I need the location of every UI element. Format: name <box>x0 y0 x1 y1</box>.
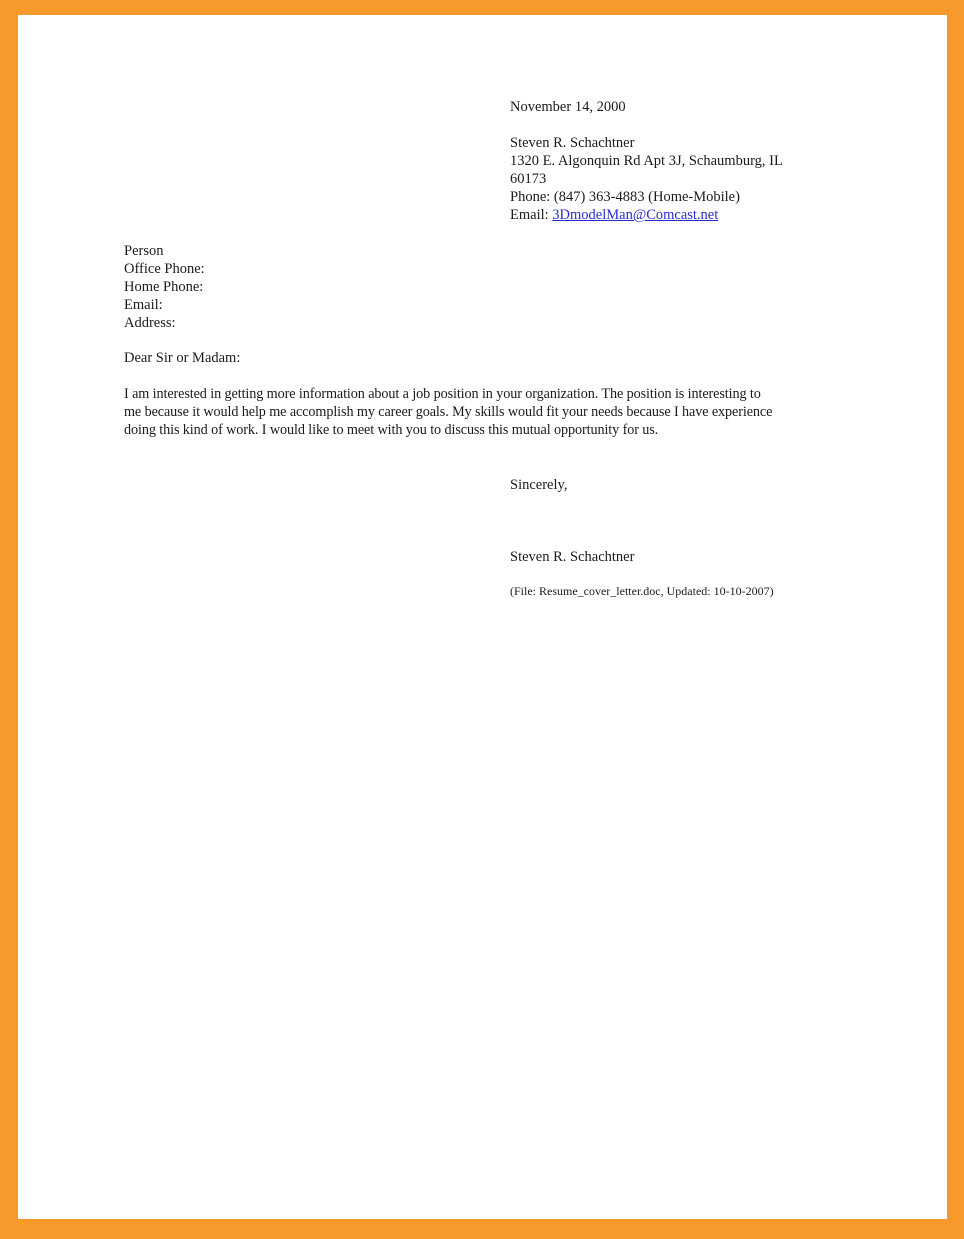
recipient-person: Person <box>124 243 164 259</box>
recipient-block <box>124 242 205 332</box>
body-paragraph <box>124 385 772 439</box>
file-note: (File: Resume_cover_letter.doc, Updated: 10-10-2007) <box>510 584 774 598</box>
sender-email-label: Email: <box>510 207 553 223</box>
sender-block <box>510 134 783 224</box>
sender-email-line <box>510 206 783 224</box>
body-line-1: I am interested in getting more information about a job position in your organization. The position is interesting to <box>124 386 761 402</box>
sender-address-line2: 60173 <box>510 171 547 187</box>
sender-phone: Phone: (847) 363-4883 (Home-Mobile) <box>510 189 740 205</box>
recipient-office-phone: Office Phone: <box>124 261 205 277</box>
signature-name: Steven R. Schachtner <box>510 549 635 565</box>
body-line-2: me because it would help me accomplish my career goals. My skills would fit your needs because I have experience <box>124 404 773 420</box>
sender-email-link[interactable]: 3DmodelMan@Comcast.net <box>552 207 719 223</box>
recipient-email: Email: <box>124 297 163 313</box>
letter-date: November 14, 2000 <box>510 99 626 115</box>
sender-address-line1: 1320 E. Algonquin Rd Apt 3J, Schaumburg, IL <box>510 153 783 169</box>
recipient-address: Address: <box>124 315 176 331</box>
closing: Sincerely, <box>510 477 568 493</box>
sender-name: Steven R. Schachtner <box>510 135 635 151</box>
recipient-home-phone: Home Phone: <box>124 279 204 295</box>
salutation: Dear Sir or Madam: <box>124 350 241 366</box>
body-line-3: doing this kind of work. I would like to meet with you to discuss this mutual opportunity for us. <box>124 422 659 438</box>
